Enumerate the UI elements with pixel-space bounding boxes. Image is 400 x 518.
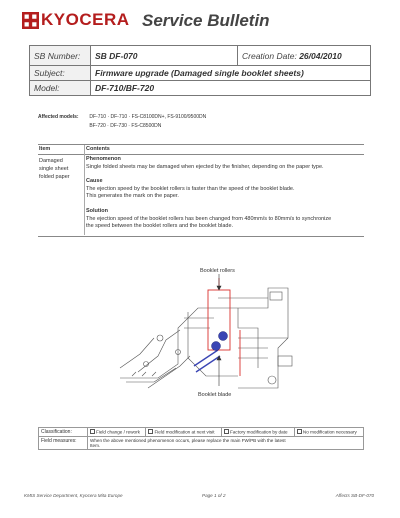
classification-label: Classification:: [39, 428, 88, 437]
booklet-roller-upper: [219, 332, 228, 341]
footer-reference: Affects SB-DF-070: [335, 493, 374, 498]
field-measures-text-2: Item.: [90, 443, 101, 448]
page-title: Service Bulletin: [142, 11, 270, 30]
item-line: Damaged: [39, 158, 63, 164]
sb-number-row: [30, 46, 371, 66]
affected-models-label: Affected models:: [38, 114, 79, 120]
field-measures-row: [39, 437, 364, 450]
kyocera-mark-icon: [22, 12, 39, 29]
model-row: [30, 81, 371, 96]
contents-header: Contents: [86, 146, 110, 152]
booklet-roller-lower: [212, 342, 221, 351]
cause-section: [86, 178, 366, 201]
brand-wordmark: KYOCERA: [41, 10, 130, 29]
classification-option-3: [222, 428, 295, 437]
finisher-mechanism-drawing: [118, 268, 300, 402]
contents-bottom-rule: [38, 236, 364, 237]
sb-number-value: SB DF-070: [91, 46, 238, 66]
booklet-blade-rail: [194, 350, 218, 366]
classification-option-2-text: Field modification at next visit: [154, 429, 215, 435]
checkbox-icon: [90, 429, 95, 434]
solution-text-2: the speed between the booklet rollers and the booklet blade.: [86, 223, 234, 229]
creation-date-value: 26/04/2010: [299, 50, 342, 61]
bulletin-header: [22, 8, 382, 34]
item-line: single sheet: [39, 166, 69, 172]
cause-text-2: This generates the mark on the paper.: [86, 193, 179, 199]
affected-models-line-1: DF-710 · DF-710 · FS-C8100DN+, FS-9100/9500DN: [89, 114, 207, 120]
item-line: folded paper: [39, 174, 70, 180]
classification-option-4-text: No modification necessary: [302, 429, 357, 435]
solution-section: [86, 208, 366, 231]
phenomenon-section: [86, 156, 366, 171]
booklet-blade-label: Booklet blade: [198, 392, 232, 398]
solution-heading: Solution: [86, 208, 108, 214]
field-measures-text-1: When the above mentioned phenomenon occurs, please replace the main FW/PB with the latest: [90, 438, 286, 443]
classification-option-3-text: Factory modification by date: [230, 429, 288, 435]
footer-page-number: Page 1 of 2: [202, 493, 226, 498]
checkbox-icon: [224, 429, 229, 434]
footer-department: KMIS Service Department, Kyocera Mita Europe: [24, 493, 123, 498]
creation-date-label: Creation Date:: [242, 50, 297, 61]
kyocera-logo: [22, 10, 130, 30]
classification-option-4: [294, 428, 363, 437]
item-column: [39, 157, 89, 181]
classification-row: [39, 428, 364, 437]
checkbox-icon: [148, 429, 153, 434]
bulletin-info-table: [29, 45, 371, 96]
classification-option-2: [146, 428, 222, 437]
subject-value: Firmware upgrade (Damaged single booklet sheets): [91, 66, 371, 81]
booklet-rollers-highlight: [208, 290, 230, 350]
model-label: Model:: [30, 81, 91, 96]
contents-header-rule: [38, 154, 364, 155]
field-measures-cell: [88, 437, 364, 450]
cause-heading: Cause: [86, 178, 103, 184]
phenomenon-heading: Phenomenon: [86, 156, 121, 162]
affected-models-line-2: BF-720 · DF-730 · FS-C8500DN: [89, 123, 162, 129]
finisher-diagram: [118, 268, 300, 402]
subject-label: Subject:: [30, 66, 91, 81]
checkbox-icon: [297, 429, 302, 434]
classification-option-1: [88, 428, 146, 437]
sb-number-label: SB Number:: [30, 46, 91, 66]
cause-text-1: The ejection speed by the booklet rollers is faster than the speed of the booklet blade.: [86, 185, 295, 192]
affected-line-2: [38, 122, 206, 131]
classification-option-1-text: Field change / rework: [96, 429, 140, 435]
field-measures-label: Field measures:: [39, 437, 88, 450]
model-value: DF-710/BF-720: [91, 81, 371, 96]
booklet-rollers-label: Booklet rollers: [200, 268, 235, 274]
classification-table: [38, 427, 364, 450]
phenomenon-text: Single folded sheets may be damaged when ejected by the finisher, depending on the paper type.: [86, 163, 324, 170]
creation-date-cell: [238, 46, 371, 66]
item-header: Item: [39, 146, 51, 152]
subject-row: [30, 66, 371, 81]
solution-text-1: The ejection speed of the booklet rollers has been changed from 480mm/s to 80mm/s to synchronize: [86, 215, 332, 222]
affected-models: [38, 113, 206, 131]
contents-top-rule: [38, 144, 364, 145]
affected-line-1: [38, 113, 206, 122]
